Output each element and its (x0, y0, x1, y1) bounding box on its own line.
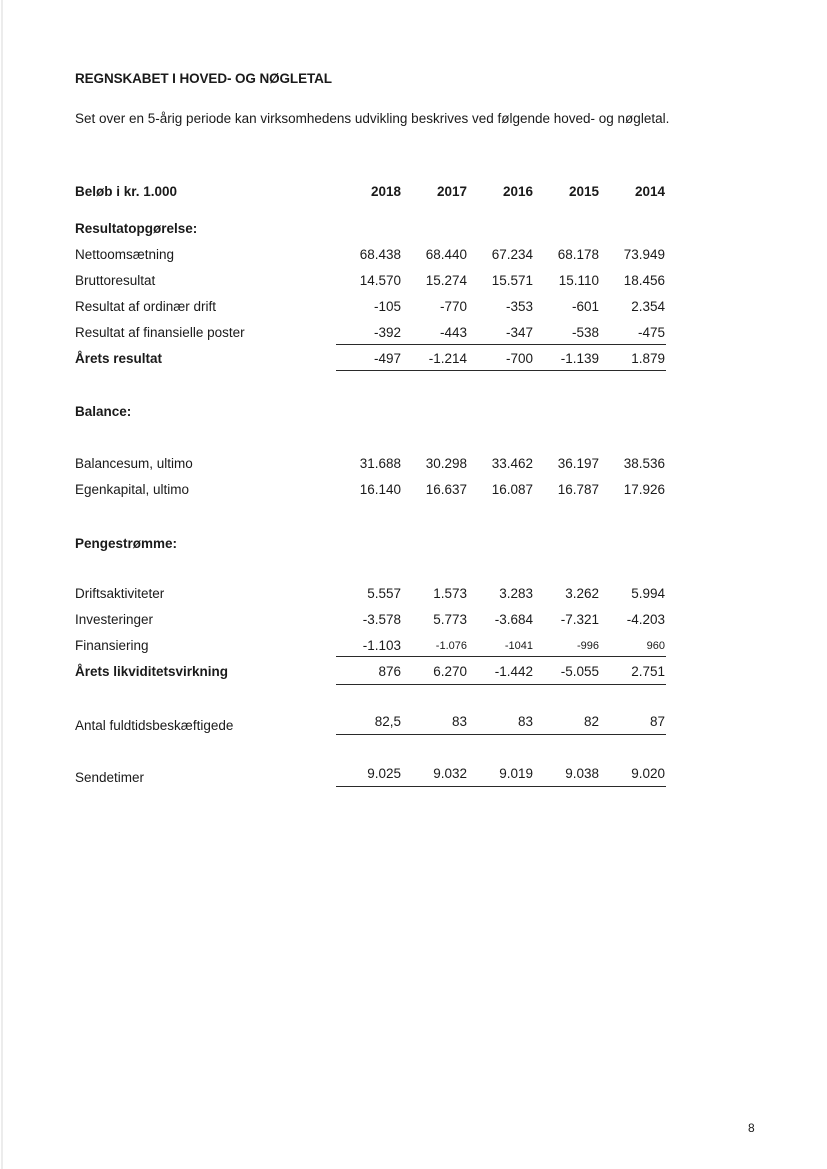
table-row (75, 325, 667, 345)
section-heading-resultat (75, 221, 667, 241)
cell-value: 5.994 (631, 586, 665, 601)
cell-value: 68.438 (359, 247, 401, 262)
cell-value: 3.262 (565, 586, 599, 601)
cell-value: -347 (505, 325, 533, 340)
section-heading-pengestromme (75, 536, 667, 556)
cell-value: 16.787 (557, 482, 599, 497)
cell-value: 67.234 (491, 247, 533, 262)
cell-value: 17.926 (623, 482, 665, 497)
table-row (75, 638, 667, 658)
cell-value: -5.055 (560, 664, 599, 679)
row-label: Investeringer (75, 612, 154, 627)
row-label: Finansiering (75, 638, 149, 653)
cell-value: 5.773 (433, 612, 467, 627)
cell-value: -353 (505, 299, 533, 314)
row-label: Bruttoresultat (75, 273, 156, 288)
table-row (75, 482, 667, 502)
cell-value: -770 (439, 299, 467, 314)
cell-value: 9.025 (367, 766, 401, 781)
amount-unit-label: Beløb i kr. 1.000 (75, 184, 178, 199)
cell-value: -1.214 (428, 351, 467, 366)
table-row (75, 456, 667, 476)
cell-value: -1.076 (435, 640, 467, 652)
cell-value: 16.087 (491, 482, 533, 497)
cell-value: -601 (571, 299, 599, 314)
cell-value: 87 (649, 714, 665, 729)
total-row (75, 664, 667, 684)
cell-value: 9.032 (433, 766, 467, 781)
cell-value: -7.321 (560, 612, 599, 627)
total-row (75, 351, 667, 371)
year-header: 2018 (370, 184, 401, 199)
table-header-row (75, 184, 667, 204)
cell-value: 15.110 (558, 273, 599, 288)
cell-value: -3.578 (362, 612, 401, 627)
year-header: 2015 (568, 184, 599, 199)
row-rule (336, 734, 666, 735)
cell-value: 68.178 (557, 247, 599, 262)
cell-value: 83 (451, 714, 467, 729)
row-label: Egenkapital, ultimo (75, 482, 190, 497)
cell-value: 876 (378, 664, 401, 679)
row-label: Sendetimer (75, 770, 145, 785)
cell-value: 6.270 (433, 664, 467, 679)
cell-value: 960 (646, 640, 665, 652)
cell-value: 9.020 (631, 766, 665, 781)
table-row (75, 247, 667, 267)
cell-value: 83 (517, 714, 533, 729)
table-row (75, 273, 667, 293)
total-rule (336, 370, 666, 371)
table-row (75, 586, 667, 606)
total-rule (336, 684, 666, 685)
table-row (75, 299, 667, 319)
row-label: Resultat af ordinær drift (75, 299, 217, 314)
cell-value: -538 (571, 325, 599, 340)
row-label: Antal fuldtidsbeskæftigede (75, 718, 234, 733)
cell-value: 31.688 (359, 456, 401, 471)
cell-value: 68.440 (425, 247, 467, 262)
cell-value: 82,5 (374, 714, 401, 729)
cell-value: -3.684 (494, 612, 533, 627)
cell-value: 82 (583, 714, 599, 729)
cell-value: 1.879 (631, 351, 665, 366)
section-heading-balance (75, 404, 667, 424)
cell-value: 16.140 (359, 482, 401, 497)
cell-value: -497 (373, 351, 401, 366)
row-label: Resultat af finansielle poster (75, 325, 245, 340)
section-title: Balance: (75, 404, 132, 419)
row-label: Driftsaktiviteter (75, 586, 165, 601)
row-label: Balancesum, ultimo (75, 456, 193, 471)
cell-value: 16.637 (425, 482, 467, 497)
intro-paragraph: Set over en 5-årig periode kan virksomhedens udvikling beskrives ved følgende hoved- og nøgletal. (75, 111, 670, 126)
row-label: Årets likviditetsvirkning (75, 664, 229, 679)
year-header: 2014 (634, 184, 665, 199)
cell-value: -1041 (504, 640, 533, 652)
cell-value: 15.274 (425, 273, 467, 288)
cell-value: 9.038 (565, 766, 599, 781)
cell-value: 14.570 (359, 273, 401, 288)
cell-value: 18.456 (623, 273, 665, 288)
table-row (75, 612, 667, 632)
cell-value: 2.354 (631, 299, 665, 314)
cell-value: 5.557 (367, 586, 401, 601)
cell-value: 36.197 (557, 456, 599, 471)
subtotal-rule (336, 656, 666, 657)
page-title: REGNSKABET I HOVED- OG NØGLETAL (75, 71, 332, 86)
year-header: 2016 (502, 184, 533, 199)
cell-value: 30.298 (425, 456, 467, 471)
cell-value: 2.751 (631, 664, 665, 679)
cell-value: 15.571 (491, 273, 533, 288)
page-edge-shadow (1, 0, 3, 1169)
cell-value: -475 (637, 325, 665, 340)
row-label: Nettoomsætning (75, 247, 175, 262)
section-title: Resultatopgørelse: (75, 221, 198, 236)
cell-value: -996 (576, 640, 599, 652)
year-header: 2017 (436, 184, 467, 199)
cell-value: -700 (505, 351, 533, 366)
page-number: 8 (748, 1121, 755, 1135)
section-title: Pengestrømme: (75, 536, 178, 551)
cell-value: 73.949 (623, 247, 665, 262)
row-rule (336, 786, 666, 787)
cell-value: -443 (439, 325, 467, 340)
cell-value: 9.019 (499, 766, 533, 781)
cell-value: -392 (373, 325, 401, 340)
cell-value: 3.283 (499, 586, 533, 601)
cell-value: 1.573 (433, 586, 467, 601)
cell-value: -1.442 (494, 664, 533, 679)
subtotal-rule (336, 344, 666, 345)
cell-value: -4.203 (626, 612, 665, 627)
cell-value: 33.462 (491, 456, 533, 471)
cell-value: -105 (373, 299, 401, 314)
cell-value: -1.103 (362, 638, 401, 653)
cell-value: -1.139 (560, 351, 599, 366)
cell-value: 38.536 (623, 456, 665, 471)
row-label: Årets resultat (75, 351, 163, 366)
